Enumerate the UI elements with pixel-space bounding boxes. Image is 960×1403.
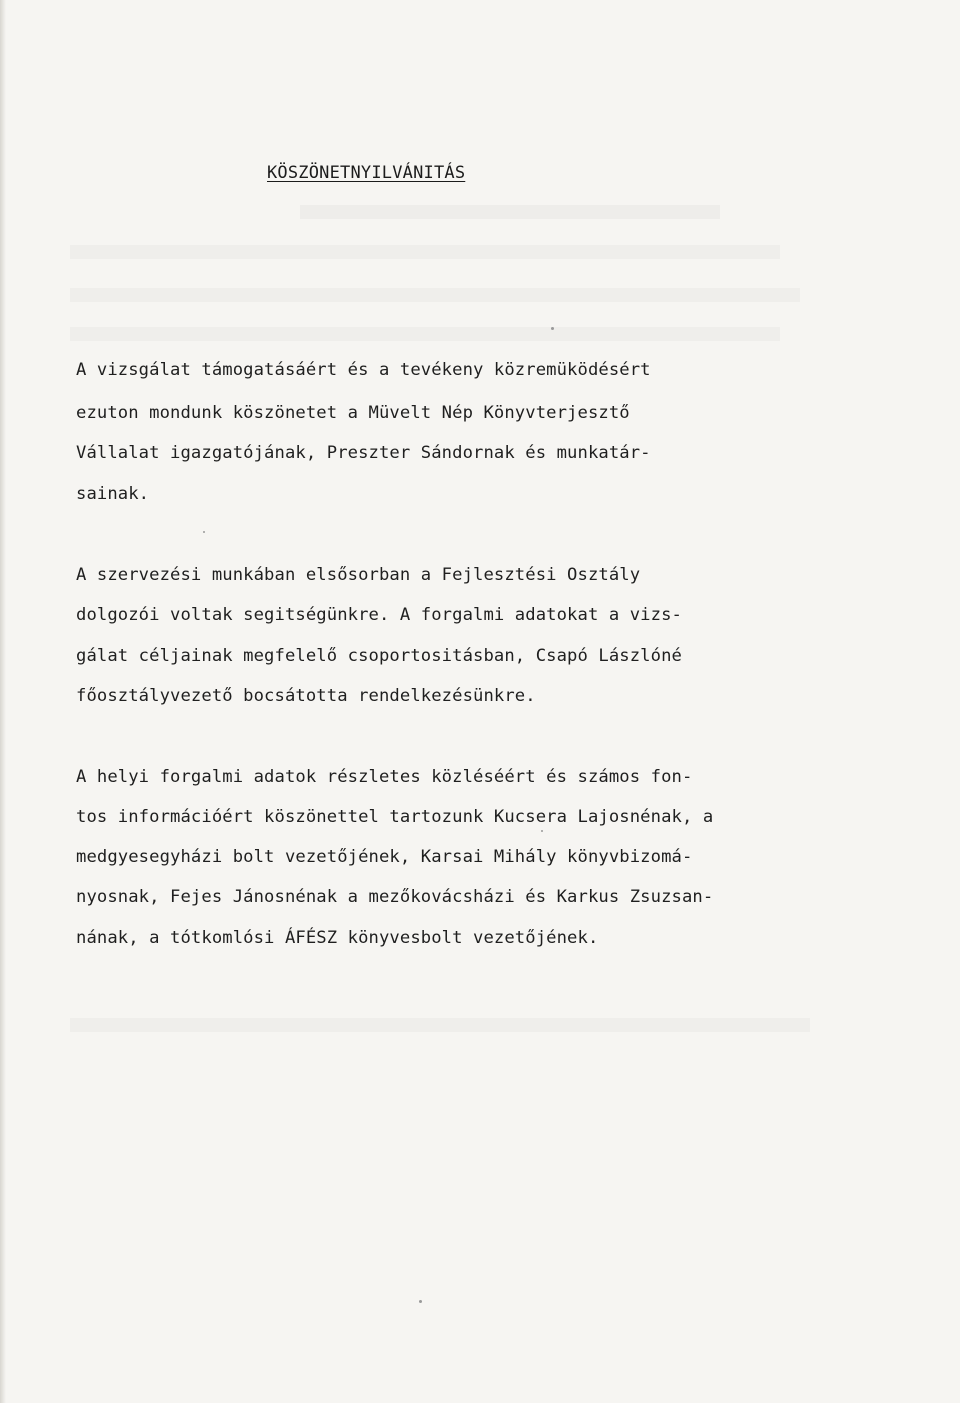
paragraph-1-line-2: ezuton mondunk köszönetet a Müvelt Nép Könyvterjesztő — [76, 403, 630, 423]
show-through-stripe — [70, 1018, 810, 1032]
paragraph-1-line-4: sainak. — [76, 484, 150, 504]
paragraph-3-line-5: nának, a tótkomlósi ÁFÉSZ könyvesbolt vezetőjének. — [76, 928, 599, 948]
paragraph-2-line-1: A szervezési munkában elsősorban a Fejlesztési Osztály — [76, 565, 641, 585]
page-title: KÖSZÖNETNYILVÁNITÁS — [267, 163, 466, 183]
scan-speck — [419, 1300, 422, 1303]
scan-speck — [551, 327, 554, 330]
paragraph-2-line-4: főosztályvezető bocsátotta rendelkezésünkre. — [76, 686, 536, 706]
paragraph-3-line-3: medgyesegyházi bolt vezetőjének, Karsai Mihály könyvbizomá- — [76, 847, 693, 867]
paragraph-1-line-1: A vizsgálat támogatásáért és a tevékeny közremüködésért — [76, 360, 651, 380]
scan-speck — [541, 830, 543, 832]
paragraph-2-line-2: dolgozói voltak segitségünkre. A forgalmi adatokat a vizs- — [76, 605, 682, 625]
paragraph-3-line-4: nyosnak, Fejes Jánosnénak a mezőkovácsházi és Karkus Zsuzsan- — [76, 887, 714, 907]
show-through-stripe — [70, 327, 780, 341]
paragraph-3-line-2: tos információért köszönettel tartozunk Kucsera Lajosnénak, a — [76, 807, 714, 827]
paragraph-2-line-3: gálat céljainak megfelelő csoportositásban, Csapó Lászlóné — [76, 646, 682, 666]
page-edge-shadow — [0, 0, 6, 1403]
show-through-stripe — [300, 205, 720, 219]
paragraph-1-line-3: Vállalat igazgatójának, Preszter Sándornak és munkatár- — [76, 443, 651, 463]
scan-speck — [203, 531, 205, 533]
show-through-stripe — [70, 245, 780, 259]
show-through-stripe — [70, 288, 800, 302]
paragraph-3-line-1: A helyi forgalmi adatok részletes közléséért és számos fon- — [76, 767, 693, 787]
